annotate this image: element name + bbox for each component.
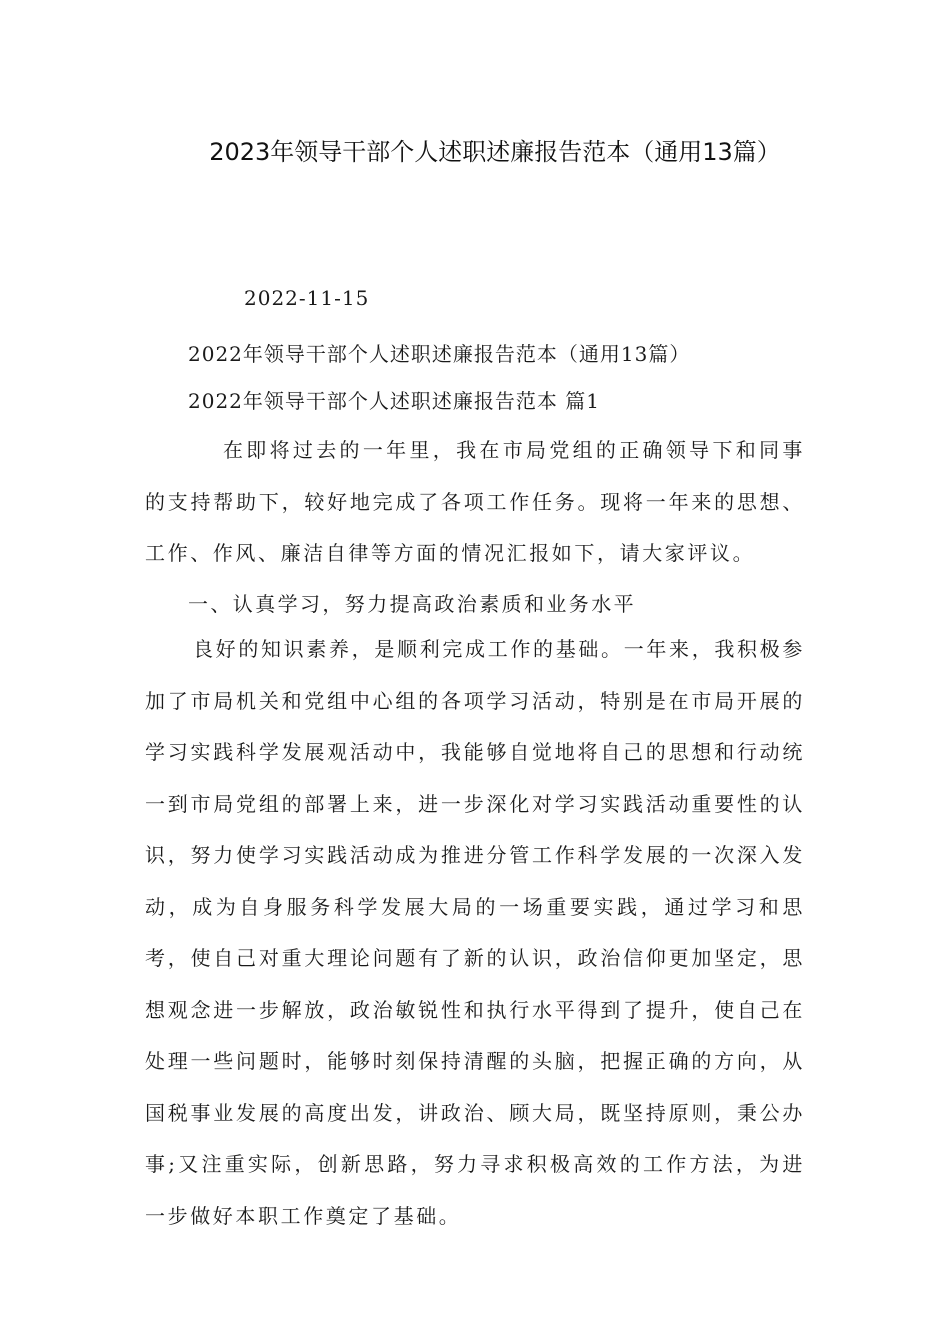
section-paragraph: 良好的知识素养，是顺利完成工作的基础。一年来，我积极参加了市局机关和党组中心组的各项学习活动，特别是在市局开展的学习实践科学发展观活动中，我能够自觉地将自己的思想和行动统一到市局党组的部署上来，进一步深化对学习实践活动重要性的认识，努力使学习实践活动成为推进分管工作科学发展的一次深入发动，成为自身服务科学发展大局的一场重要实践，通过学习和思考，使自己对重大理论问题有了新的认识，政治信仰更加坚定，思想观念进一步解放，政治敏锐性和执行水平得到了提升，使自己在处理一些问题时，能够时刻保持清醒的头脑，把握正确的方向，从国税事业发展的高度出发，讲政治、顾大局，既坚持原则，秉公办事;又注重实际，创新思路，努力寻求积极高效的工作方法，为进一步做好本职工作奠定了基础。 — [145, 637, 805, 1228]
section-heading: 一、认真学习，努力提高政治素质和业务水平 — [188, 592, 636, 616]
article-heading: 2022年领导干部个人述职述廉报告范本 篇1 — [188, 389, 600, 413]
intro-paragraph: 在即将过去的一年里，我在市局党组的正确领导下和同事的支持帮助下，较好地完成了各项工作任务。现将一年来的思想、工作、作风、廉洁自律等方面的情况汇报如下，请大家评议。 — [145, 438, 805, 565]
document-subtitle: 2022年领导干部个人述职述廉报告范本（通用13篇） — [188, 342, 691, 366]
document-title: 2023年领导干部个人述职述廉报告范本（通用13篇） — [209, 138, 781, 166]
document-date: 2022-11-15 — [244, 286, 370, 310]
